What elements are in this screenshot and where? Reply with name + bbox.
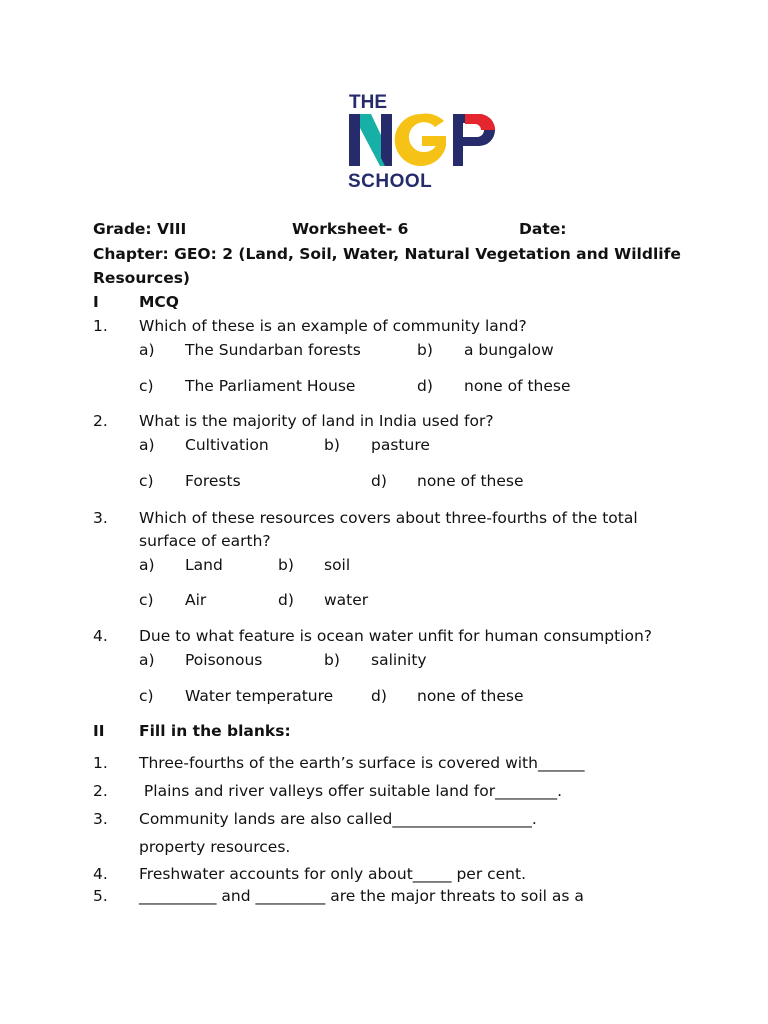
option-text: none of these xyxy=(417,472,524,490)
option-key: a) xyxy=(139,556,155,574)
option-text: Cultivation xyxy=(185,436,269,454)
option-text: Air xyxy=(185,591,207,609)
option-text: Land xyxy=(185,556,223,574)
question-number: 1. xyxy=(93,317,108,335)
option-key: b) xyxy=(278,556,294,574)
option-text: a bungalow xyxy=(464,341,554,359)
question-number: 2. xyxy=(93,412,108,430)
blank-item-text: __________ and _________ are the major threats to soil as a xyxy=(139,887,584,905)
option-key: d) xyxy=(371,472,387,490)
logo-letter-p xyxy=(453,114,495,166)
chapter-title: Chapter: GEO: 2 (Land, Soil, Water, Natural Vegetation and Wildlife xyxy=(93,245,681,263)
option-text: pasture xyxy=(371,436,430,454)
date-label: Date: xyxy=(519,220,567,238)
blank-item-text: Freshwater accounts for only about_____ per cent. xyxy=(139,865,527,883)
question-text-cont: surface of earth? xyxy=(139,532,271,550)
grade-label: Grade: VIII xyxy=(93,220,187,238)
section-2-title: Fill in the blanks: xyxy=(139,722,291,740)
blank-item-number: 3. xyxy=(93,810,108,828)
option-text: none of these xyxy=(417,687,524,705)
question-text: What is the majority of land in India used for? xyxy=(139,412,494,430)
option-key: d) xyxy=(371,687,387,705)
question-text: Which of these resources covers about three-fourths of the total xyxy=(139,509,638,527)
option-key: a) xyxy=(139,436,155,454)
worksheet-label: Worksheet- 6 xyxy=(292,220,409,238)
option-key: c) xyxy=(139,377,154,395)
logo-letter-n xyxy=(349,114,392,166)
option-key: d) xyxy=(278,591,294,609)
question-text: Which of these is an example of community land? xyxy=(139,317,527,335)
option-text: Poisonous xyxy=(185,651,263,669)
question-number: 3. xyxy=(93,509,108,527)
option-text: none of these xyxy=(464,377,571,395)
logo-school-text: SCHOOL xyxy=(348,171,433,190)
option-key: b) xyxy=(324,436,340,454)
blank-item-text-cont: property resources. xyxy=(139,838,291,856)
option-text: The Sundarban forests xyxy=(185,341,361,359)
blank-item-text: Three-fourths of the earth’s surface is covered with______ xyxy=(139,754,585,772)
option-key: c) xyxy=(139,472,154,490)
chapter-title-cont: Resources) xyxy=(93,269,191,287)
blank-item-text: Community lands are also called__________________. xyxy=(139,810,537,828)
section-1-number: I xyxy=(93,293,99,311)
question-text: Due to what feature is ocean water unfit for human consumption? xyxy=(139,627,653,645)
option-text: Forests xyxy=(185,472,241,490)
option-key: a) xyxy=(139,651,155,669)
section-2-number: II xyxy=(93,722,105,740)
blank-item-number: 1. xyxy=(93,754,108,772)
logo-letter-g xyxy=(395,111,447,166)
option-text: salinity xyxy=(371,651,427,669)
blank-item-number: 5. xyxy=(93,887,108,905)
blank-item-text: Plains and river valleys offer suitable land for________. xyxy=(139,782,563,800)
blank-item-number: 2. xyxy=(93,782,108,800)
option-text: soil xyxy=(324,556,351,574)
section-1-title: MCQ xyxy=(139,293,179,311)
option-text: water xyxy=(324,591,369,609)
option-text: Water temperature xyxy=(185,687,334,705)
option-key: c) xyxy=(139,687,154,705)
option-key: b) xyxy=(324,651,340,669)
option-key: b) xyxy=(417,341,433,359)
option-key: a) xyxy=(139,341,155,359)
school-logo xyxy=(347,90,507,190)
option-key: d) xyxy=(417,377,433,395)
blank-item-number: 4. xyxy=(93,865,108,883)
logo-the-text: THE xyxy=(349,92,387,113)
question-number: 4. xyxy=(93,627,108,645)
option-text: The Parliament House xyxy=(185,377,356,395)
option-key: c) xyxy=(139,591,154,609)
